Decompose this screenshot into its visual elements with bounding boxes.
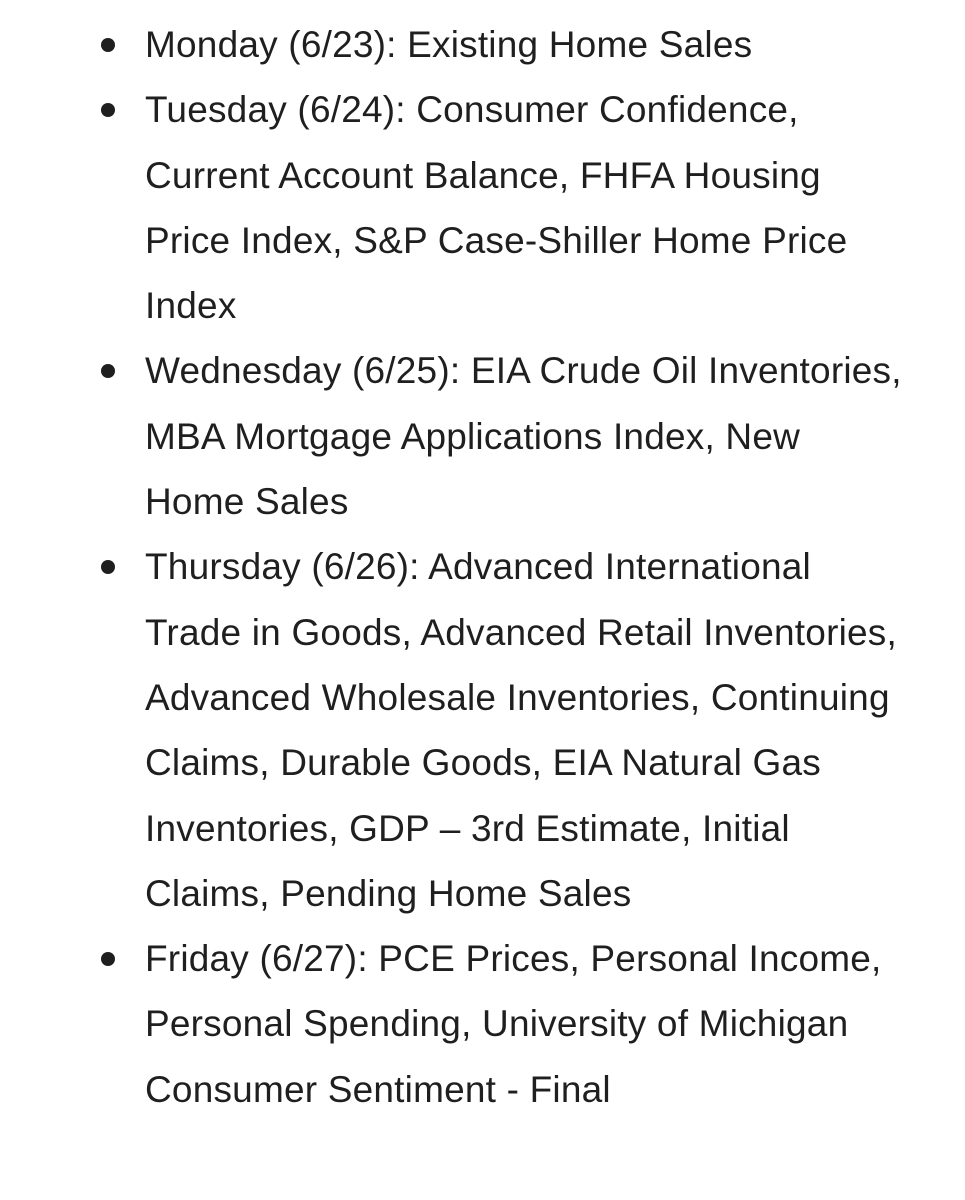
- list-item-wednesday: [0, 338, 965, 534]
- bullet-icon: [101, 560, 115, 574]
- economic-calendar-list: [0, 12, 965, 1122]
- list-item-text: Friday (6/27): PCE Prices, Personal Income, Personal Spending, University of Michigan Consumer Sentiment - Final: [145, 938, 882, 1110]
- list-item-text: Monday (6/23): Existing Home Sales: [145, 24, 753, 65]
- bullet-icon: [101, 364, 115, 378]
- list-item-friday: [0, 926, 965, 1122]
- list-item-text: Tuesday (6/24): Consumer Confidence, Current Account Balance, FHFA Housing Price Index, S&P Case-Shiller Home Price Index: [145, 89, 848, 327]
- bullet-icon: [101, 38, 115, 52]
- list-item-thursday: [0, 534, 965, 926]
- list-item-monday: [0, 12, 965, 77]
- bullet-icon: [101, 952, 115, 966]
- list-item-text: Wednesday (6/25): EIA Crude Oil Inventories, MBA Mortgage Applications Index, New Home Sales: [145, 350, 902, 523]
- list-item-text: Thursday (6/26): Advanced International Trade in Goods, Advanced Retail Inventories, Advanced Wholesale Inventories, Continuing Claims, Durable Goods, EIA Natural Gas Inventories, GDP – 3rd Estimate, Initial Claims, Pending Home Sales: [145, 546, 897, 914]
- bullet-icon: [101, 103, 115, 117]
- economic-calendar-list-container: [0, 12, 965, 1122]
- list-item-tuesday: [0, 77, 965, 338]
